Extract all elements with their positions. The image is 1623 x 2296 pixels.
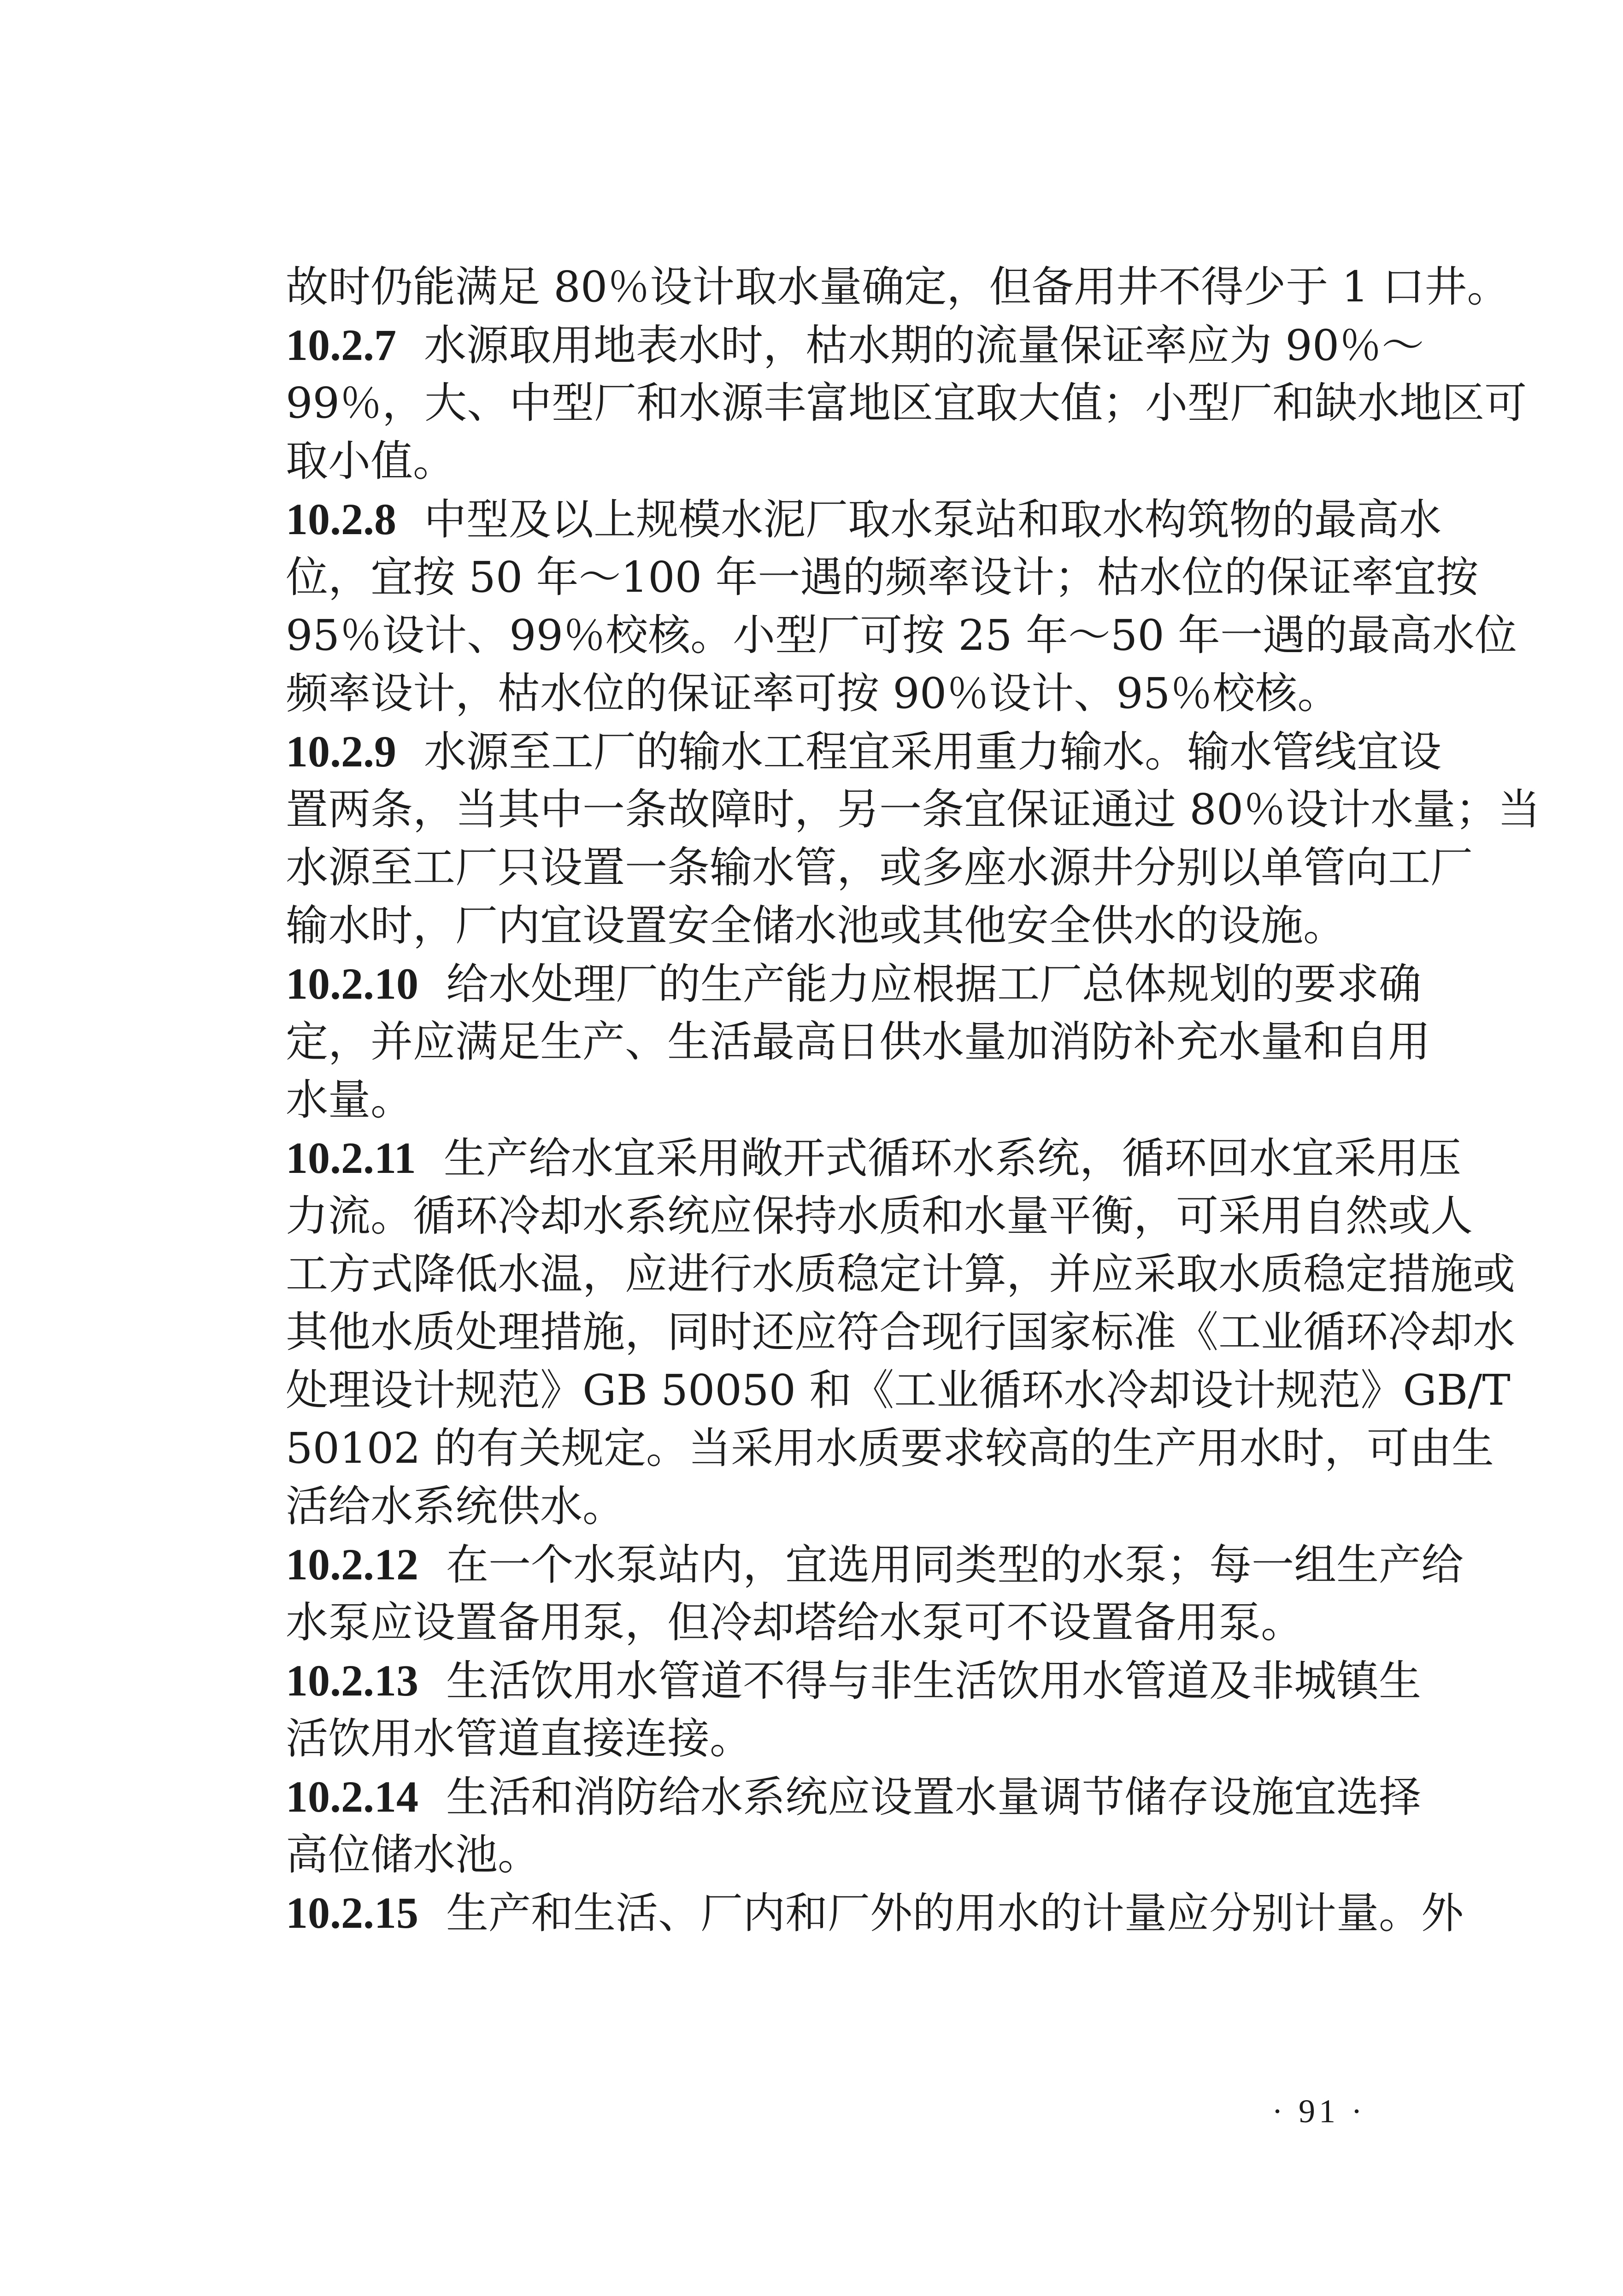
clause-number: 10.2.12: [286, 1540, 418, 1589]
line-text: 输水时，厂内宜设置安全储水池或其他安全供水的设施。: [286, 901, 1346, 950]
text-line: [286, 1071, 1410, 1129]
text-line: [286, 1303, 1516, 1361]
line-text: 水源至工厂的输水工程宜采用重力输水。输水管线宜设: [424, 727, 1442, 777]
line-text: 置两条，当其中一条故障时，另一条宜保证通过 80％设计水量；当: [286, 785, 1541, 834]
line-text: 在一个水泵站内，宜选用同类型的水泵；每一组生产给: [446, 1540, 1464, 1590]
clause-line: [286, 1536, 1464, 1594]
line-text: 中型及以上规模水泥厂取水泵站和取水构筑物的最高水: [424, 495, 1442, 544]
text-line: [286, 1419, 1494, 1478]
line-text: 生活和消防给水系统应设置水量调节储存设施宜选择: [446, 1772, 1422, 1822]
line-text: 99％，大、中型厂和水源丰富地区宜取大值；小型厂和缺水地区可: [286, 378, 1527, 428]
text-line: [286, 1478, 1410, 1536]
clause-line: [286, 1652, 1422, 1710]
body-text: [286, 258, 1541, 1942]
line-text: 取小值。: [286, 436, 456, 486]
line-text: 给水处理厂的生产能力应根据工厂总体规划的要求确: [446, 960, 1422, 1009]
text-line: [286, 258, 1510, 316]
line-text: 水泵应设置备用泵，但冷却塔给水泵可不设置备用泵。: [286, 1598, 1304, 1647]
text-line: [286, 1187, 1473, 1245]
line-text: 故时仍能满足 80％设计取水量确定，但备用井不得少于 1 口井。: [286, 262, 1510, 312]
text-line: [286, 606, 1517, 665]
clause-line: [286, 316, 1424, 374]
text-line: [286, 1594, 1410, 1652]
clause-number: 10.2.7: [286, 320, 396, 370]
text-line: [286, 897, 1410, 955]
text-line: [286, 432, 1410, 490]
text-line: [286, 1826, 1410, 1884]
line-text: 95％设计、99％校核。小型厂可按 25 年～50 年一遇的最高水位: [286, 611, 1517, 660]
clause-line: [286, 955, 1422, 1013]
line-text: 其他水质处理措施，同时还应符合现行国家标准《工业循环冷却水: [286, 1307, 1516, 1357]
line-text: 生产给水宜采用敞开式循环水系统，循环回水宜采用压: [443, 1134, 1461, 1183]
text-line: [286, 1013, 1431, 1071]
clause-number: 10.2.15: [286, 1888, 418, 1937]
line-text: 工方式降低水温，应进行水质稳定计算，并应采取水质稳定措施或: [286, 1249, 1516, 1299]
text-line: [286, 374, 1527, 432]
clause-line: [286, 1768, 1422, 1826]
line-text: 生活饮用水管道不得与非生活饮用水管道及非城镇生: [446, 1656, 1422, 1706]
text-line: [286, 665, 1410, 723]
line-text: 水量。: [286, 1075, 413, 1124]
line-text: 水源至工厂只设置一条输水管，或多座水源井分别以单管向工厂: [286, 843, 1473, 892]
text-line: [286, 839, 1473, 897]
clause-number: 10.2.10: [286, 959, 418, 1008]
clause-line: [286, 1884, 1464, 1942]
clause-number: 10.2.14: [286, 1772, 418, 1821]
clause-number: 10.2.13: [286, 1656, 418, 1705]
clause-number: 10.2.9: [286, 727, 396, 776]
text-line: [286, 1710, 1410, 1768]
line-text: 生产和生活、厂内和厂外的用水的计量应分别计量。外: [446, 1889, 1464, 1938]
page-number: · 91 ·: [1272, 2093, 1366, 2130]
text-line: [286, 1361, 1511, 1419]
text-line: [286, 781, 1541, 839]
text-line: [286, 1245, 1516, 1303]
line-text: 高位储水池。: [286, 1830, 541, 1879]
text-line: [286, 548, 1479, 606]
line-text: 位，宜按 50 年～100 年一遇的频率设计；枯水位的保证率宜按: [286, 553, 1479, 602]
line-text: 50102 的有关规定。当采用水质要求较高的生产用水时，可由生: [286, 1424, 1494, 1473]
clause-line: [286, 723, 1442, 781]
line-text: 定，并应满足生产、生活最高日供水量加消防补充水量和自用: [286, 1017, 1431, 1066]
clause-line: [286, 490, 1442, 548]
line-text: 活给水系统供水。: [286, 1482, 625, 1531]
line-text: 力流。循环冷却水系统应保持水质和水量平衡，可采用自然或人: [286, 1191, 1473, 1241]
line-text: 水源取用地表水时，枯水期的流量保证率应为 90％～: [424, 321, 1424, 370]
line-text: 频率设计，枯水位的保证率可按 90％设计、95％校核。: [286, 669, 1340, 718]
clause-number: 10.2.8: [286, 495, 396, 544]
line-text: 活饮用水管道直接连接。: [286, 1714, 753, 1763]
clause-line: [286, 1129, 1461, 1187]
line-text: 处理设计规范》GB 50050 和《工业循环水冷却设计规范》GB/T: [286, 1366, 1511, 1415]
clause-number: 10.2.11: [286, 1133, 416, 1183]
